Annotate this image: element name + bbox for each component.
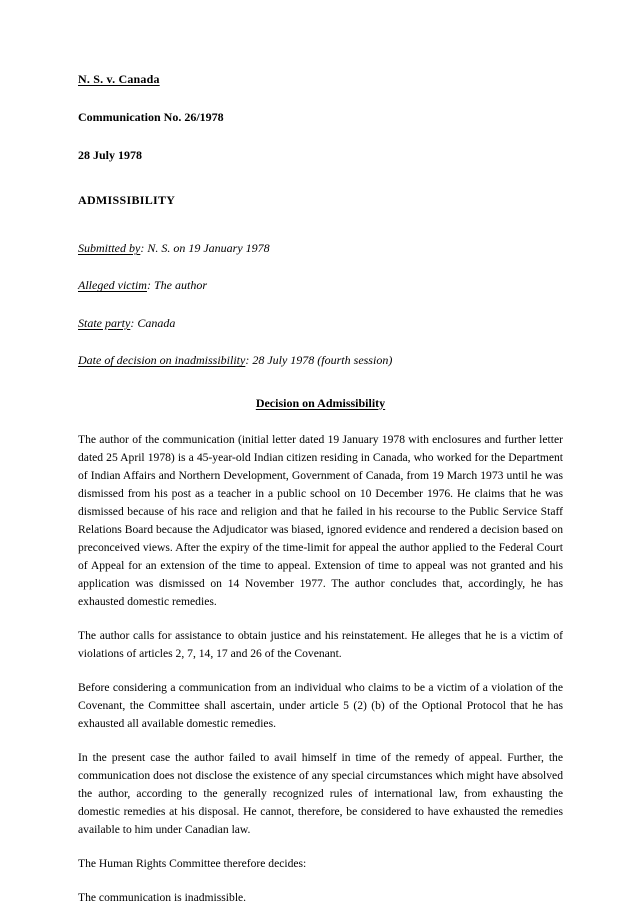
metadata-value: : 28 July 1978 (fourth session) [245,353,393,368]
decision-heading: Decision on Admissibility [255,395,386,410]
communication-number: Communication No. 26/1978 [78,110,224,124]
metadata-date-of-decision [78,353,563,367]
metadata-value: : Canada [130,315,176,330]
body-paragraph: The author calls for assistance to obtain justice and his reinstatement. He alleges that he is a victim of violations of articles 2, 7, 14, 17 and 26 of the Covenant. [78,628,563,660]
metadata-label: Date of decision on inadmissibility [78,353,246,368]
document-date: 28 July 1978 [78,148,143,162]
metadata-label: Alleged victim [78,278,147,293]
metadata-value: : N. S. on 19 January 1978 [140,241,270,255]
metadata-state-party [78,316,563,330]
body-paragraph-conclusion: The communication is inadmissible. [78,890,247,904]
body-paragraph: Before considering a communication from an individual who claims to be a victim of a violation of the Covenant, the Committee shall ascertain, under article 5 (2) (b) of the Optional Protocol that he has exhausted all available domestic remedies. [78,680,563,730]
metadata-value: : The author [146,278,207,293]
body-paragraph: In the present case the author failed to avail himself in time of the remedy of appeal. Further, the communication does not disclose the existence of any special circumstances which might have absolved the author, according to the generally recognized rules of international law, from exhausting the domestic remedies at his disposal. He cannot, therefore, be considered to have exhausted the remedies available to him under Canadian law. [78,750,563,836]
metadata-label: State party [78,315,131,330]
document-title: N. S. v. Canada [78,72,160,86]
body-paragraph-decides: The Human Rights Committee therefore decides: [78,856,307,870]
metadata-submitted-by [78,241,563,255]
section-heading-admissibility: ADMISSIBILITY [78,193,176,207]
body-paragraph: The author of the communication (initial letter dated 19 January 1978 with enclosures and further letter dated 25 April 1978) is a 45-year-old Indian citizen residing in Canada, who worked for the Department of Indian Affairs and Northern Development, Government of Canada, from 19 March 1973 until he was dismissed from his post as a teacher in a public school on 10 December 1976. He claims that he was dismissed because of his race and religion and that he failed in his recourse to the Public Service Staff Relations Board because the Adjudicator was biased, ignored evidence and rendered a decision based on preconceived views. After the expiry of the time-limit for appeal the author applied to the Federal Court of Appeal for an extension of the time to appeal. Extension of time to appeal was not granted and his application was dismissed on 14 November 1977. The author concludes that, accordingly, he has exhausted domestic remedies. [78,432,563,608]
metadata-alleged-victim [78,278,563,292]
metadata-label: Submitted by [78,241,141,255]
